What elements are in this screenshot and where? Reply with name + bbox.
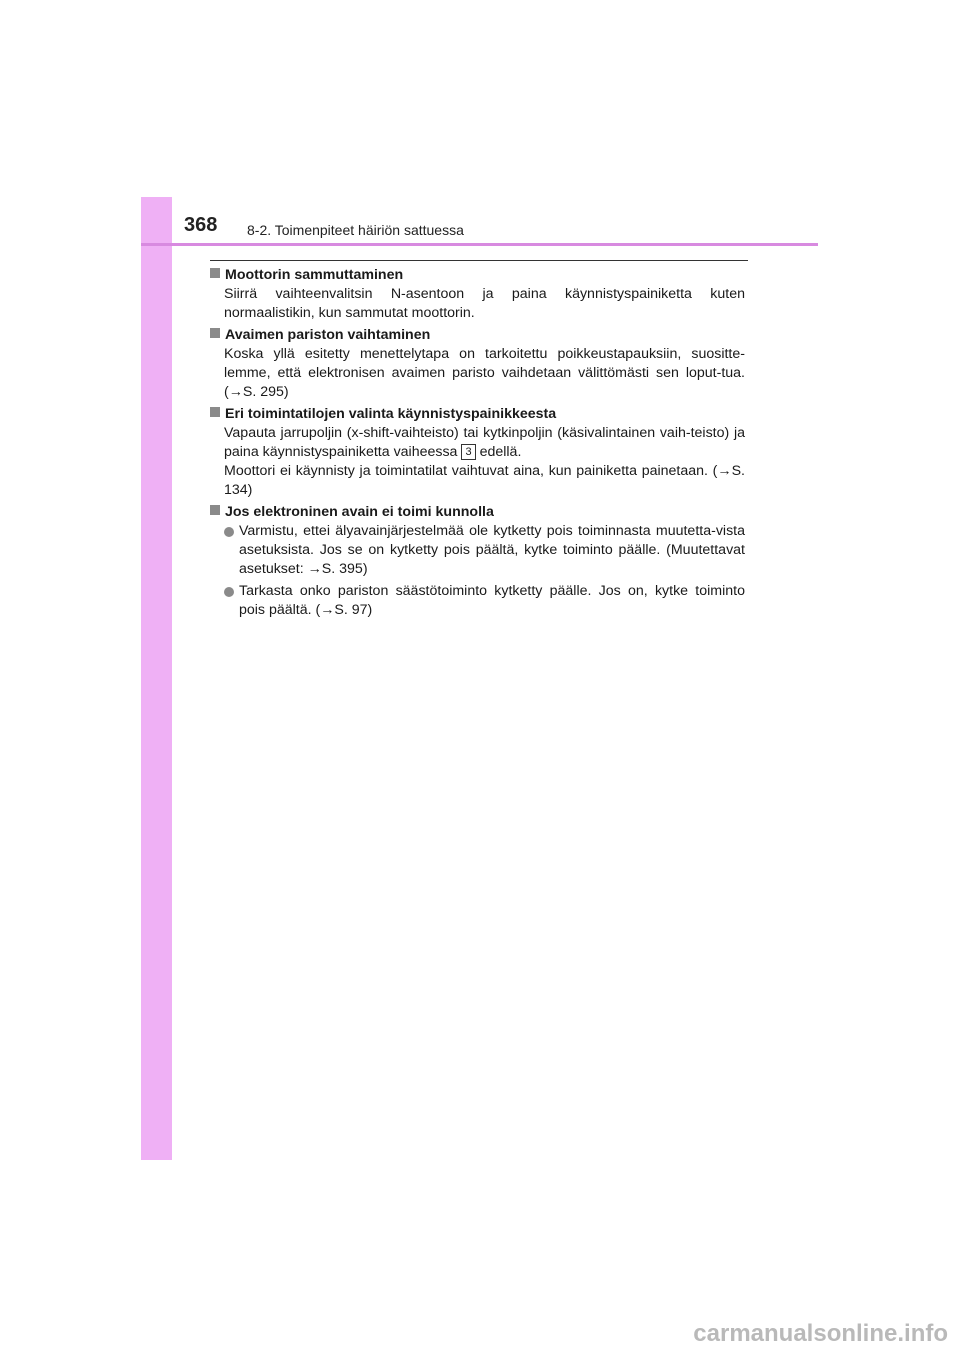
- section-heading: [210, 503, 745, 522]
- paragraph-line: [224, 424, 745, 462]
- step-number-box: 3: [461, 444, 475, 460]
- text-after-step: edellä.: [479, 444, 522, 460]
- section-battery-replacement: [210, 326, 745, 402]
- section-paragraph: [210, 424, 745, 500]
- square-bullet-icon: [210, 505, 220, 515]
- square-bullet-icon: [210, 328, 220, 338]
- circle-bullet-icon: [224, 587, 234, 597]
- list-item-text: Varmistu, ettei älyavainjärjestelmää ole kytketty pois toiminnasta muutetta-vista asetuksista. Jos se on kytketty pois päältä, kytke toiminto päälle. (Muutettavat asetukset: →S. 395): [239, 523, 745, 577]
- section-heading: [210, 266, 745, 285]
- text-before-step: Vapauta jarrupoljin (x-shift-vaihteisto) tai kytkinpoljin (käsivalintainen vaih-teisto) ja paina käynnistyspainiketta vaiheessa: [224, 425, 745, 460]
- page-number: 368: [184, 214, 218, 236]
- section-heading: [210, 405, 745, 424]
- section-engine-stop: [210, 266, 745, 323]
- section-paragraph: Koska yllä esitetty menettelytapa on tarkoitettu poikkeustapauksiin, suositte-lemme, että elektronisen avaimen paristo vaihdetaan välittömästi sen loput-tua. (→S. 295): [224, 346, 745, 400]
- section-paragraph: Siirrä vaihteenvalitsin N-asentoon ja paina käynnistyspainiketta kuten normaalistikin, kun sammutat moottorin.: [224, 286, 745, 321]
- heading-text: Jos elektroninen avain ei toimi kunnolla: [225, 504, 494, 520]
- section-mode-selection: [210, 405, 745, 500]
- square-bullet-icon: [210, 407, 220, 417]
- section-key-malfunction: [210, 503, 745, 620]
- square-bullet-icon: [210, 268, 220, 278]
- chapter-title: 8-2. Toimenpiteet häiriön sattuessa: [247, 222, 464, 238]
- header-divider: [141, 243, 818, 246]
- heading-text: Avaimen pariston vaihtaminen: [225, 327, 431, 343]
- list-item-text: Tarkasta onko pariston säästötoiminto kytketty päälle. Jos on, kytke toiminto pois päältä. (→S. 97): [239, 583, 745, 618]
- watermark-logo: carmanualsonline.info: [693, 1320, 948, 1347]
- list-item: [210, 582, 745, 620]
- section-heading: [210, 326, 745, 345]
- content-divider: [210, 260, 748, 261]
- paragraph-line: Moottori ei käynnisty ja toimintatilat vaihtuvat aina, kun painiketta painetaan. (→S. 134): [224, 463, 745, 498]
- page-content: [210, 266, 745, 623]
- heading-text: Moottorin sammuttaminen: [225, 267, 404, 283]
- list-item: [210, 522, 745, 579]
- circle-bullet-icon: [224, 527, 234, 537]
- heading-text: Eri toimintatilojen valinta käynnistyspainikkeesta: [225, 406, 557, 422]
- side-color-band: [141, 197, 172, 1160]
